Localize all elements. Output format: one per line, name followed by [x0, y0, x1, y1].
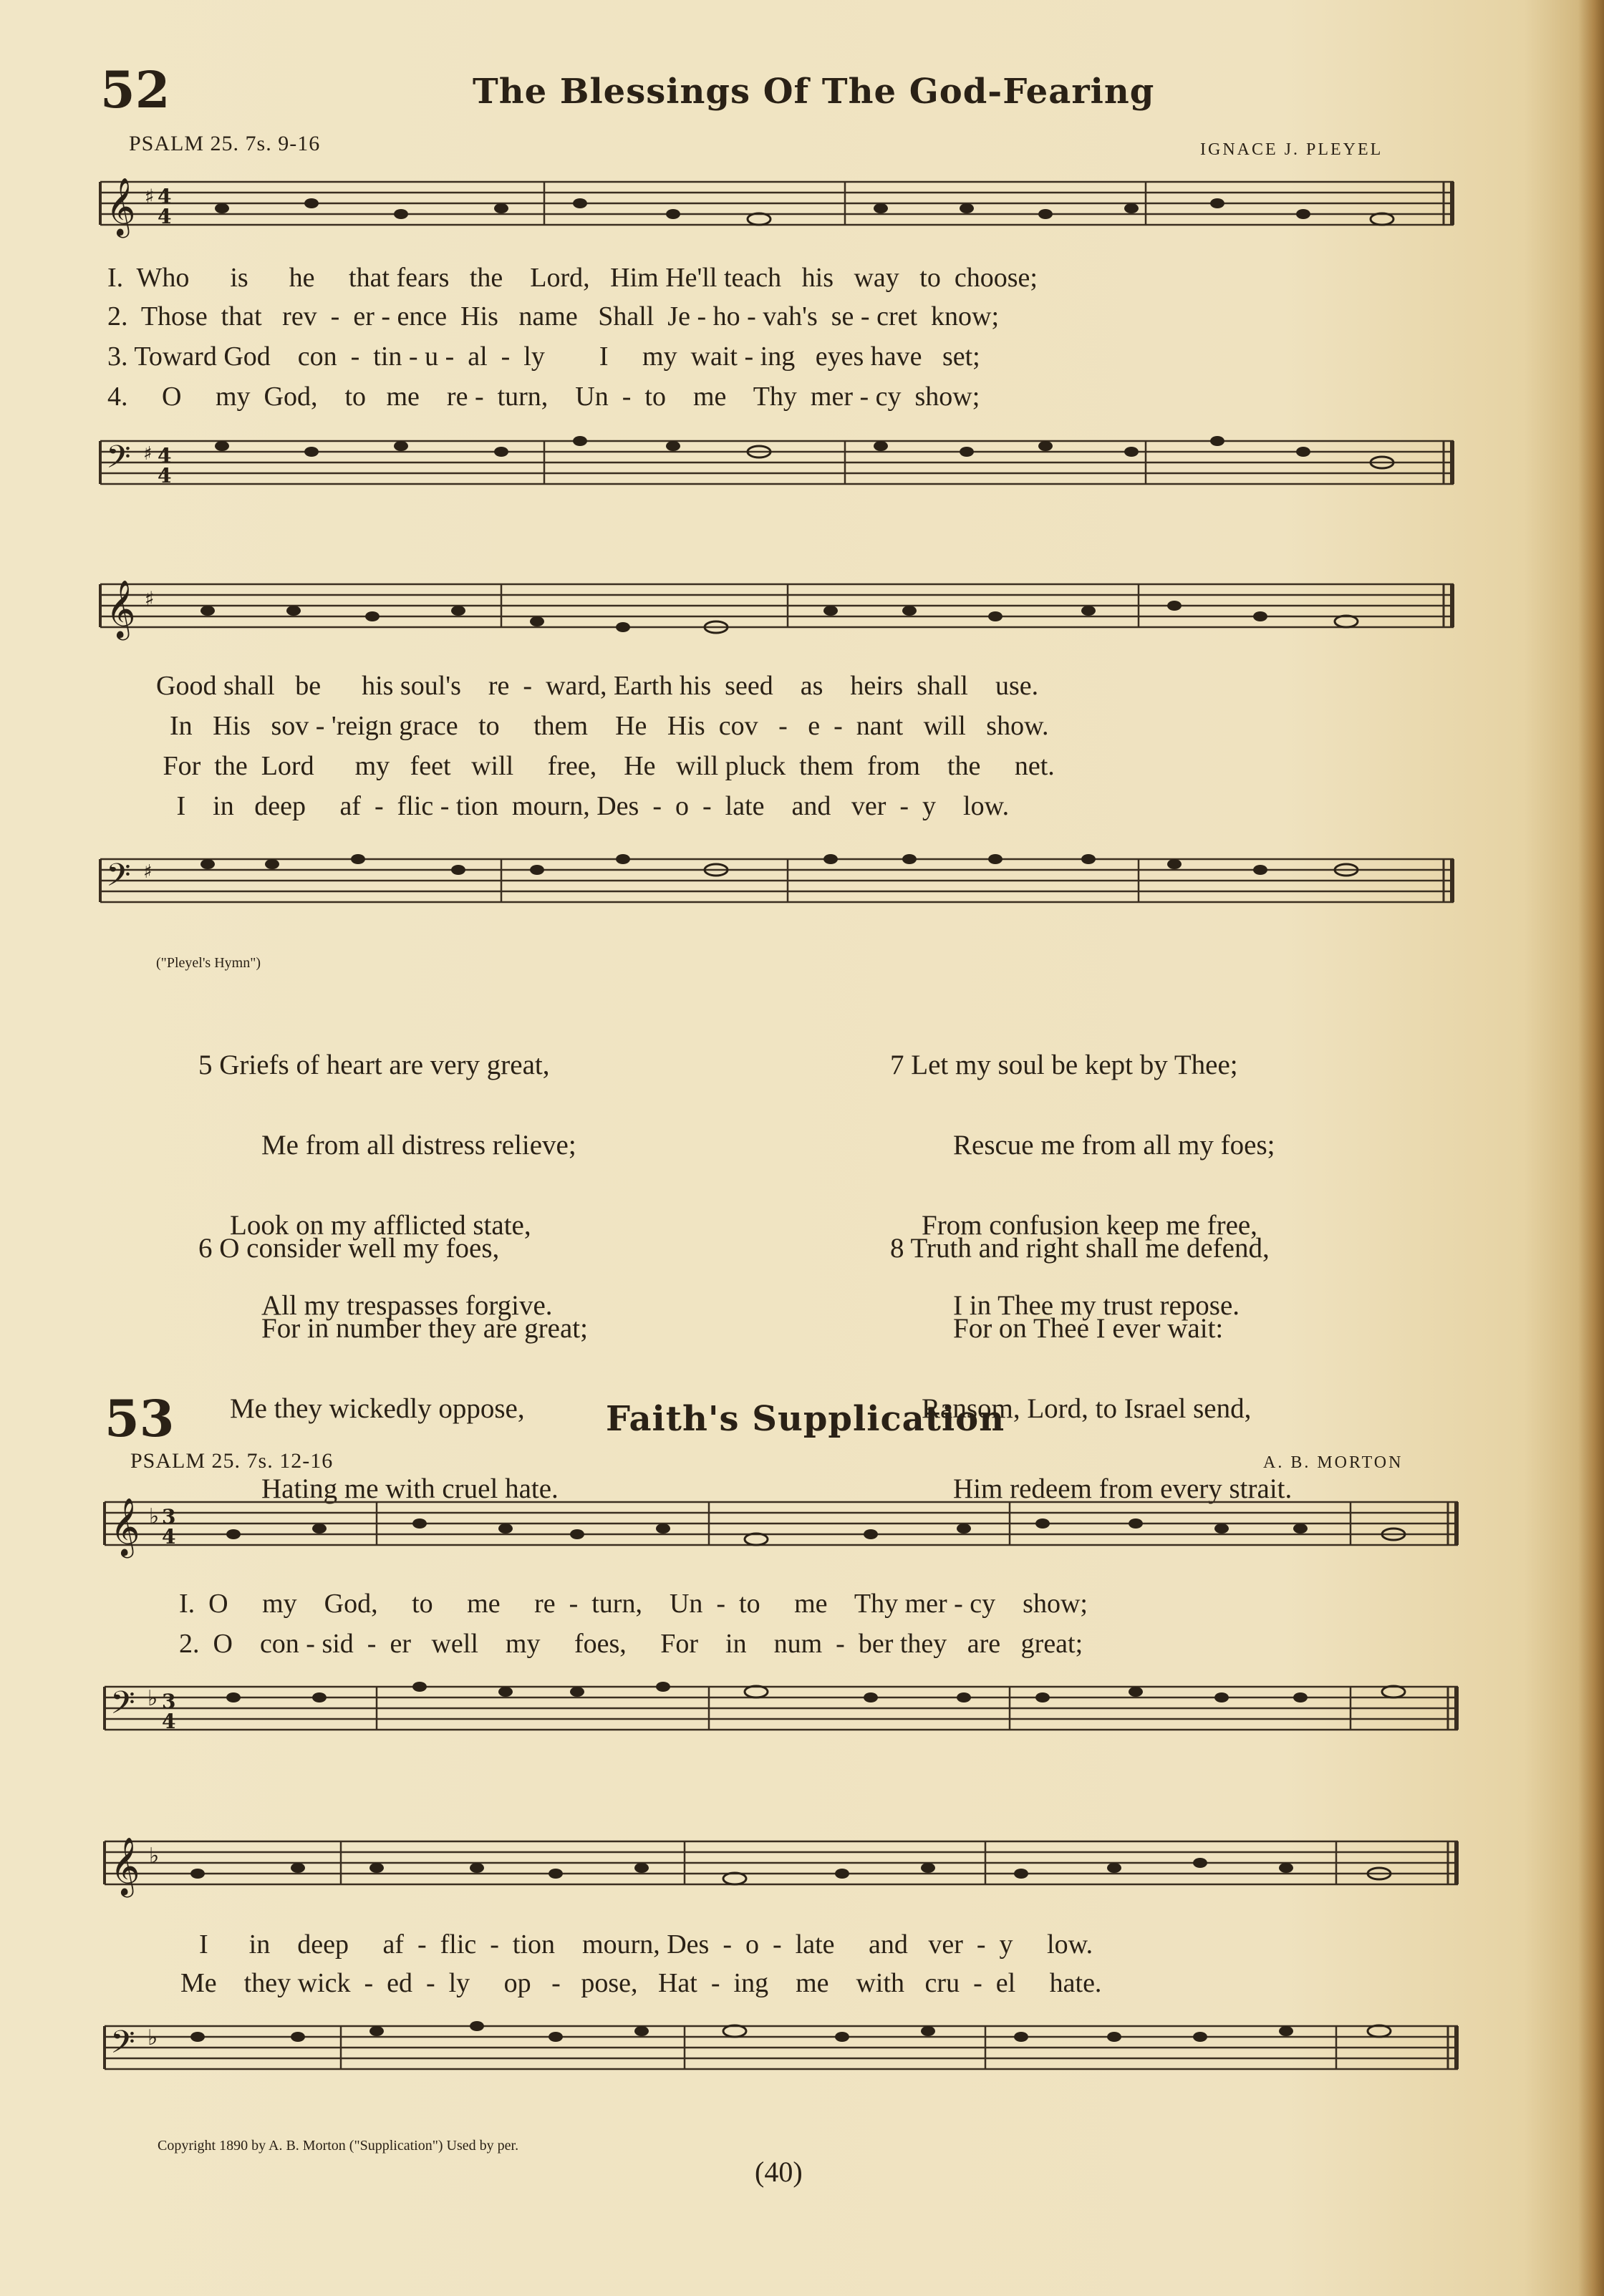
verse-line: Look on my afflicted state, — [230, 1210, 531, 1241]
hymn-53-lyric-line-3: I in deep af - flic - tion mourn, Des - o - late and ver - y low. — [199, 1929, 1093, 1960]
verse-number: 7 — [890, 1050, 904, 1080]
hymn-52-lyric-line-7: For the Lord my feet will free, He will pluck them from the net. — [156, 751, 1055, 781]
hymn-53-treble-staff-1 — [105, 1495, 1465, 1556]
hymn-52-bass-staff-1 — [100, 434, 1461, 491]
svg-text:4: 4 — [162, 1525, 176, 1549]
verse-line: For on Thee I ever wait: — [953, 1313, 1224, 1344]
hymn-52-lyric-line-2: 2. Those that rev - er - ence His name Shall Je - ho - vah's se - cret know; — [107, 301, 1000, 331]
svg-text:3: 3 — [162, 1505, 176, 1529]
svg-text:𝄞: 𝄞 — [106, 177, 136, 236]
verse-line: O consider well my foes, — [219, 1233, 500, 1264]
verse-line: Me from all distress relieve; — [261, 1130, 576, 1161]
svg-text:𝄞: 𝄞 — [110, 1836, 140, 1895]
hymn-53-lyric-line-4: Me they wick - ed - ly op - pose, Hat - ing me with cru - el hate. — [180, 1968, 1102, 1998]
hymn-52-lyric-line-1: I. Who is he that fears the Lord, Him He'll teach his way to choose; — [107, 263, 1038, 293]
svg-text:♭: ♭ — [149, 1844, 160, 1869]
page-edge-shadow — [1578, 0, 1604, 2296]
page-number: (40) — [755, 2156, 803, 2188]
hymn-53-copyright: Copyright 1890 by A. B. Morton ("Supplication") Used by per. — [158, 2138, 519, 2154]
svg-text:3: 3 — [162, 1690, 176, 1713]
svg-text:𝄢: 𝄢 — [106, 856, 131, 901]
hymn-53-bass-staff-1 — [105, 1680, 1465, 1737]
svg-text:♭: ♭ — [148, 1686, 158, 1711]
verse-number: 6 — [198, 1233, 213, 1264]
hymn-52-lyric-line-4: 4. O my God, to me re - turn, Un - to me Thy mer - cy show; — [107, 382, 980, 412]
verse-line: Let my soul be kept by Thee; — [911, 1050, 1238, 1080]
verse-line: From confusion keep me free, — [922, 1210, 1257, 1241]
verse-number: 8 — [890, 1233, 904, 1264]
svg-text:♯: ♯ — [145, 185, 155, 208]
svg-text:♯: ♯ — [143, 443, 153, 465]
hymn-52-treble-staff-1 — [100, 175, 1461, 236]
hymn-53-number: 53 — [105, 1389, 175, 1448]
svg-text:4: 4 — [158, 464, 172, 488]
hymn-52-tune-note: ("Pleyel's Hymn") — [156, 955, 261, 971]
svg-text:𝄞: 𝄞 — [110, 1497, 140, 1556]
svg-text:4: 4 — [162, 1710, 176, 1733]
svg-text:𝄢: 𝄢 — [106, 438, 131, 483]
svg-text:4: 4 — [158, 205, 172, 228]
hymn-52-lyric-line-5: Good shall be his soul's re - ward, Earth his seed as heirs shall use. — [156, 671, 1039, 701]
svg-text:♭: ♭ — [148, 2025, 158, 2050]
svg-text:4: 4 — [158, 444, 172, 468]
verse-line: I in Thee my trust repose. — [953, 1290, 1240, 1321]
hymn-52-psalm: PSALM 25. 7s. 9-16 — [129, 132, 321, 155]
svg-text:♯: ♯ — [143, 861, 153, 883]
hymn-53-composer: A. B. MORTON — [1263, 1453, 1404, 1472]
verse-line: All my trespasses forgive. — [261, 1290, 553, 1321]
svg-text:4: 4 — [158, 185, 172, 208]
hymn-53-treble-staff-2 — [105, 1834, 1465, 1895]
hymn-52-treble-staff-2 — [100, 577, 1461, 638]
hymn-53-bass-staff-2 — [105, 2019, 1465, 2076]
hymn-52-bass-staff-2 — [100, 852, 1461, 909]
verse-line: Truth and right shall me defend, — [910, 1233, 1270, 1264]
verse-line: Hating me with cruel hate. — [261, 1473, 559, 1504]
hymn-53-lyric-line-1: I. O my God, to me re - turn, Un - to me Thy mer - cy show; — [179, 1589, 1088, 1619]
hymn-52-lyric-line-8: I in deep af - flic - tion mourn, Des - o - late and ver - y low. — [156, 791, 1010, 821]
hymn-52-number: 52 — [100, 60, 170, 120]
verse-line: Griefs of heart are very great, — [219, 1050, 550, 1080]
verse-line: Me they wickedly oppose, — [230, 1393, 525, 1424]
svg-text:♭: ♭ — [149, 1504, 160, 1529]
svg-text:♯: ♯ — [145, 587, 155, 611]
svg-text:𝄞: 𝄞 — [106, 579, 136, 638]
verse-line: Him redeem from every strait. — [953, 1473, 1293, 1504]
verse-number: 5 — [198, 1050, 213, 1080]
verse-line: For in number they are great; — [261, 1313, 588, 1344]
svg-text:𝄢: 𝄢 — [110, 2023, 135, 2068]
verse-line: Ransom, Lord, to Israel send, — [922, 1393, 1252, 1424]
hymn-53-psalm: PSALM 25. 7s. 12-16 — [130, 1449, 334, 1473]
hymn-52-composer: IGNACE J. PLEYEL — [1200, 140, 1383, 159]
hymn-53-lyric-line-2: 2. O con - sid - er well my foes, For in num - ber they are great; — [179, 1629, 1083, 1659]
hymn-52-lyric-line-6: In His sov - 'reign grace to them He His cov - e - nant will show. — [156, 711, 1049, 741]
hymn-53-title: Faith's Supplication — [606, 1399, 1005, 1439]
hymn-52-title: The Blessings Of The God-Fearing — [473, 72, 1155, 112]
svg-text:𝄢: 𝄢 — [110, 1684, 135, 1729]
hymn-52-lyric-line-3: 3. Toward God con - tin - u - al - ly I my wait - ing eyes have set; — [107, 342, 980, 372]
verse-line: Rescue me from all my foes; — [953, 1130, 1275, 1161]
